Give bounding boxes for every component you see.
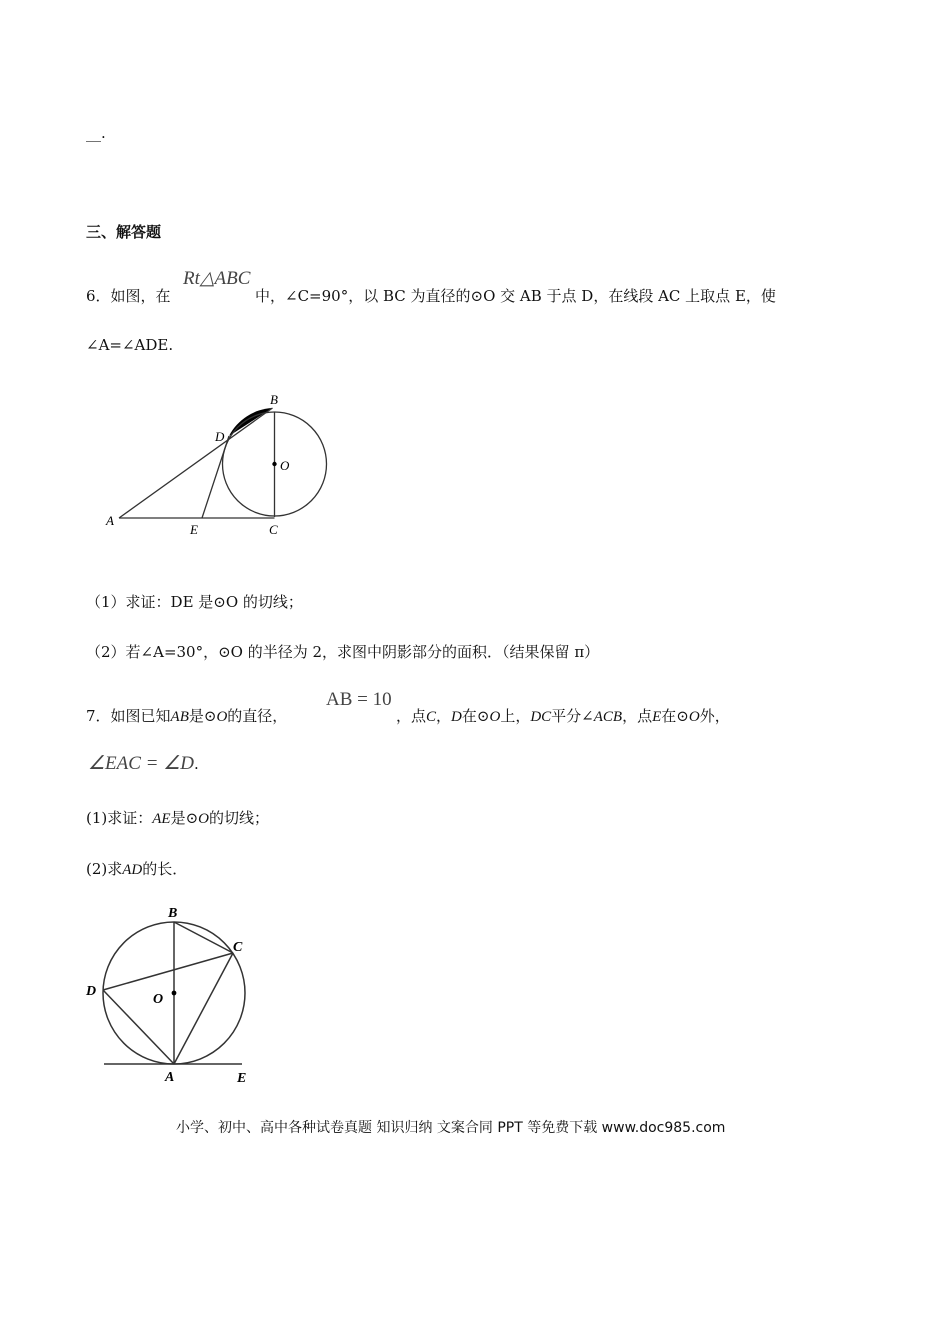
- q7-line1-rest: [396, 705, 730, 726]
- q7-p1-pre: (1)求证：: [86, 809, 153, 827]
- q7-pte: ，点: [622, 707, 653, 725]
- q7-ab: AB: [170, 709, 189, 725]
- q7-diam: 的直径，: [227, 707, 288, 725]
- q7-label-o: O: [153, 992, 164, 1007]
- q6-center-dot: [272, 462, 276, 466]
- top-blank: __.: [86, 124, 106, 142]
- q7-o3: O: [688, 709, 700, 725]
- q6-part2: （2）若∠A=30°，⊙O 的半径为 2，求图中阴影部分的面积．（结果保留 π）: [86, 643, 600, 661]
- q7-p2-end: 的长．: [142, 860, 188, 878]
- q6-label-d: D: [215, 429, 225, 444]
- q7-o2: O: [489, 709, 501, 725]
- q6-part1: （1）求证：DE 是⊙O 的切线；: [86, 593, 303, 611]
- q7-line1: [86, 705, 287, 726]
- q6-label-c: C: [269, 522, 278, 537]
- q7-line-bc: [174, 922, 233, 953]
- q7-line-ca: [174, 953, 233, 1064]
- q7-on: 在⊙: [461, 707, 490, 725]
- q7-p1-end: 的切线；: [209, 809, 270, 827]
- q6-label-e: E: [190, 522, 198, 537]
- q7-line2-end: .: [194, 755, 199, 773]
- q7-figure: [86, 900, 265, 1090]
- q6-label-o: O: [280, 458, 290, 473]
- q6-line1-rest: 中，∠C=90°，以 BC 为直径的⊙O 交 AB 于点 D，在线段 AC 上取点 E，使: [255, 287, 776, 305]
- q6-label-b: B: [270, 392, 278, 407]
- q7-bisect: 平分∠: [551, 707, 594, 725]
- q6-label-a: A: [106, 513, 114, 528]
- q7-o1: O: [216, 709, 228, 725]
- q7-prefix: 7．如图已知: [86, 707, 171, 725]
- q6-line2: ∠A=∠ADE.: [86, 336, 174, 354]
- q7-p1-mid: 是⊙: [170, 809, 199, 827]
- q7-d: D: [451, 709, 462, 725]
- q7-part1: [86, 807, 269, 828]
- q7-label-a: A: [165, 1070, 175, 1085]
- q7-dc: DC: [530, 709, 552, 725]
- q7-acb: ACB: [593, 709, 623, 725]
- q7-wai: 外，: [699, 707, 730, 725]
- q7-line-dc: [103, 953, 233, 990]
- q7-label-e: E: [237, 1071, 247, 1086]
- q7-is-diam: 是⊙: [188, 707, 217, 725]
- q7-shang: 上，: [500, 707, 531, 725]
- q7-math-line2: ∠EAC = ∠D: [88, 753, 194, 774]
- q7-p2-pre: (2)求: [86, 860, 123, 878]
- q7-line2: [88, 752, 199, 775]
- q7-e: E: [652, 709, 662, 725]
- q7-center-dot: [172, 991, 177, 996]
- q7-math-ab10: AB = 10: [326, 689, 392, 710]
- q6-figure: [100, 385, 340, 540]
- q7-p1-ae: AE: [152, 811, 171, 827]
- q7-label-c: C: [233, 940, 243, 955]
- q7-p2-ad: AD: [122, 862, 143, 878]
- footer-text: 小学、初中、高中各种试卷真题 知识归纳 文案合同 PPT 等免费下载 www.doc985.com: [176, 1120, 726, 1136]
- q7-line-da: [103, 990, 174, 1064]
- q7-pt: ，点: [396, 707, 427, 725]
- q7-label-b: B: [168, 906, 178, 921]
- q6-number: 6．如图，在: [86, 287, 171, 305]
- q6-line-ab: [119, 408, 273, 518]
- q7-label-d: D: [86, 984, 97, 999]
- q7-comma: ，: [436, 707, 452, 725]
- q7-out: 在⊙: [661, 707, 689, 725]
- q7-c: C: [426, 709, 437, 725]
- q7-p1-o: O: [198, 811, 209, 827]
- section-heading: 三、解答题: [86, 223, 162, 241]
- q7-part2: [86, 858, 187, 879]
- q6-math-rt: Rt△ABC: [183, 268, 251, 289]
